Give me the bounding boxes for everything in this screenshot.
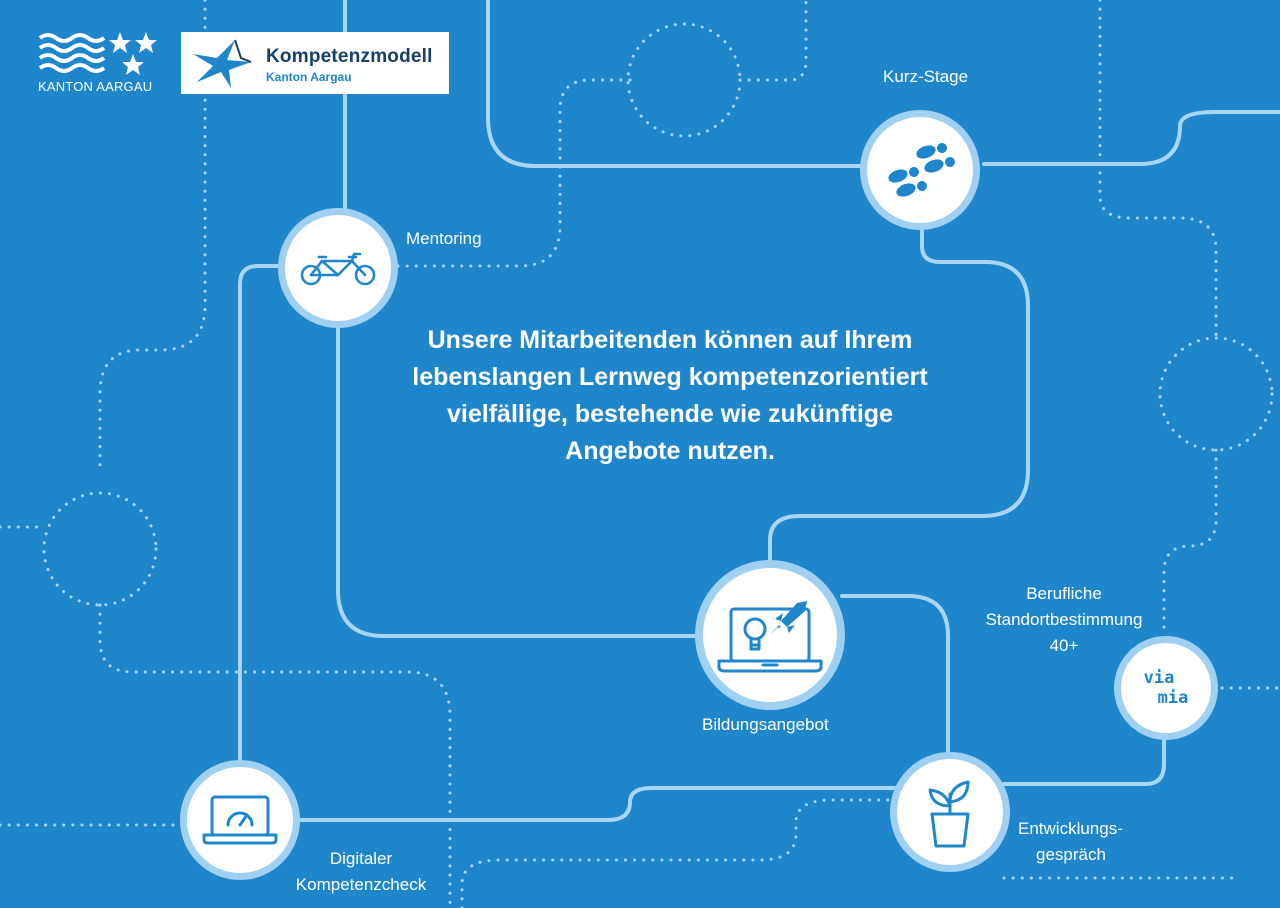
path-bildung-entwicklung bbox=[842, 596, 948, 756]
standortbestimmung-label bbox=[974, 581, 1154, 659]
kompetenzmodell-logo bbox=[181, 32, 449, 94]
path-mentoring-kompetenzcheck bbox=[240, 266, 282, 765]
dotted-circle-right bbox=[1160, 338, 1272, 450]
standortbestimmung-line1: Berufliche bbox=[1026, 584, 1102, 603]
kurz-stage-label: Kurz-Stage bbox=[883, 67, 969, 86]
bildungsangebot-node[interactable] bbox=[695, 560, 845, 710]
star-logo-icon bbox=[191, 38, 253, 90]
kompetenzcheck-line2: Kompetenzcheck bbox=[295, 875, 427, 894]
kurz-stage-node[interactable] bbox=[860, 110, 980, 230]
star-icon bbox=[122, 54, 144, 75]
dotted-right-top bbox=[1100, 0, 1216, 336]
dotted-circle-top bbox=[628, 24, 740, 136]
dotted-bottom-curve bbox=[462, 800, 896, 908]
entwicklungsgespraech-line1: Entwicklungs- bbox=[1018, 819, 1123, 838]
dotted-top-right bbox=[740, 0, 806, 80]
bildungsangebot-label: Bildungsangebot bbox=[702, 715, 829, 734]
kompetenzcheck-line1: Digitaler bbox=[329, 849, 393, 868]
dotted-right-down bbox=[1164, 450, 1216, 636]
tandem-bicycle-icon bbox=[300, 250, 376, 286]
viamia-logo-line2: mia bbox=[1157, 688, 1189, 708]
model-subtitle: Kanton Aargau bbox=[266, 70, 352, 84]
path-entwicklung-viamia bbox=[1004, 736, 1164, 784]
footprints-icon bbox=[882, 138, 958, 202]
kompetenzcheck-node[interactable] bbox=[180, 760, 300, 880]
star-icon bbox=[135, 32, 157, 53]
star-icon bbox=[109, 32, 131, 53]
dotted-circle-left bbox=[44, 493, 156, 605]
entwicklungsgespraech-line2: gespräch bbox=[1036, 845, 1106, 864]
entwicklungsgespraech-label bbox=[1018, 816, 1123, 868]
kanton-label: KANTON AARGAU bbox=[38, 79, 153, 94]
laptop-gauge-icon bbox=[202, 793, 278, 847]
mentoring-label: Mentoring bbox=[406, 229, 482, 248]
path-kurzstage-right bbox=[984, 112, 1280, 164]
headline: Unsere Mitarbeitenden können auf Ihrem lebenslangen Lernweg kompetenzorientiert vielfällige, bestehende wie zukünftige Angebote nutzen. bbox=[412, 326, 928, 465]
viamia-logo bbox=[1144, 668, 1189, 708]
mentoring-node[interactable] bbox=[278, 208, 398, 328]
viamia-logo-line1: via bbox=[1143, 668, 1175, 688]
model-title: Kompetenzmodell bbox=[266, 46, 433, 67]
standortbestimmung-line3: 40+ bbox=[1049, 636, 1079, 655]
potted-plant-icon bbox=[920, 776, 980, 848]
laptop-lightbulb-rocket-icon bbox=[715, 595, 825, 675]
entwicklungsgespraech-node[interactable] bbox=[890, 752, 1010, 872]
kompetenzcheck-label bbox=[286, 846, 436, 898]
standortbestimmung-line2: Standortbestimmung bbox=[985, 610, 1143, 629]
